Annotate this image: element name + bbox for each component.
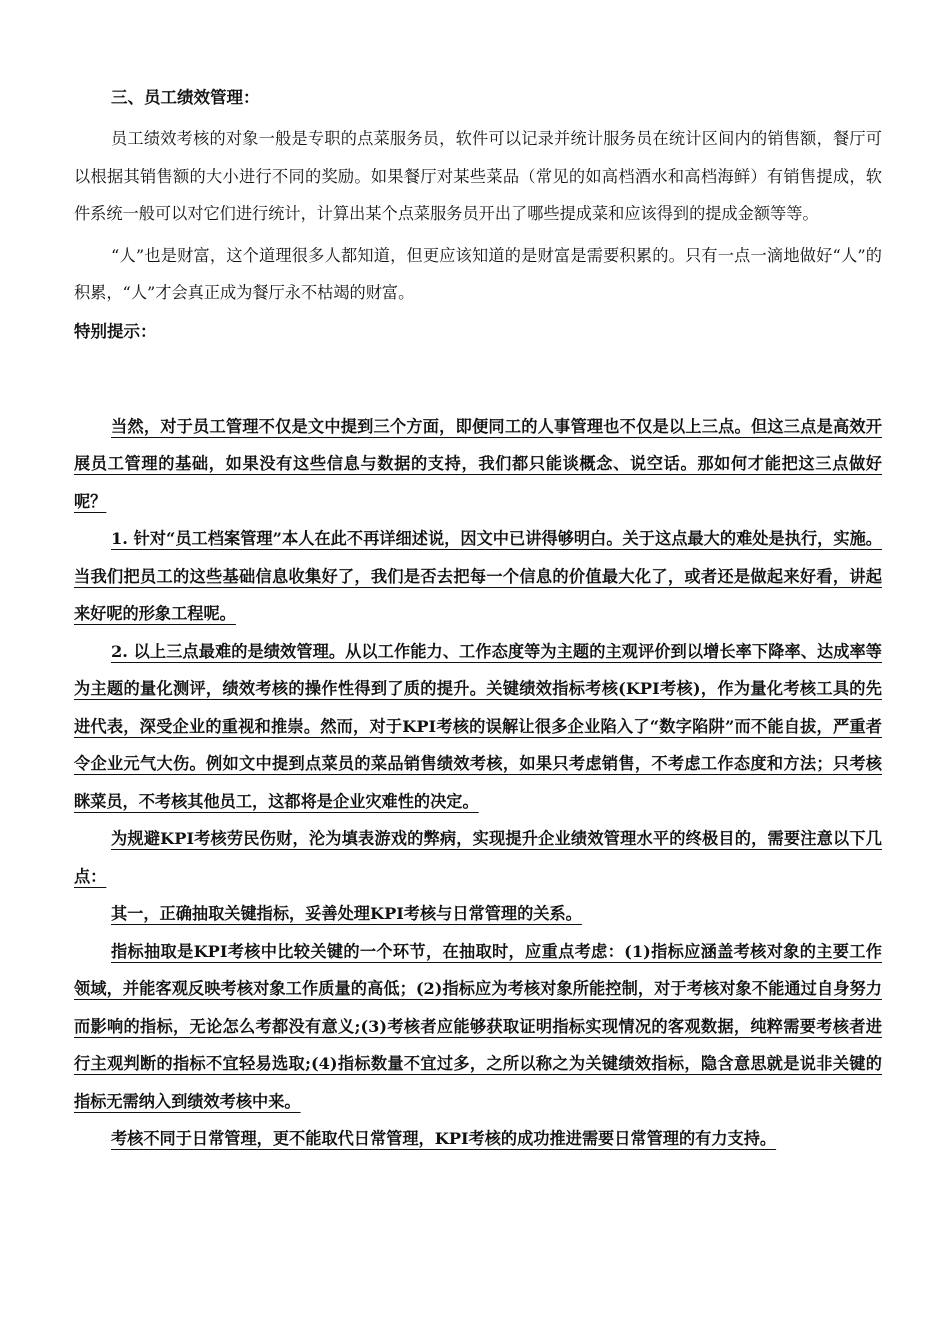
notice-label: 特别提示： bbox=[74, 321, 157, 341]
notice-paragraph-3 bbox=[74, 633, 882, 821]
body-paragraph-1: 员工绩效考核的对象一般是专职的点菜服务员，软件可以记录并统计服务员在统计区间内的销售额，餐厅可以根据其销售额的大小进行不同的奖励。如果餐厅对某些菜品（常见的如高档酒水和高档海鲜）有销售提成，软件系统一般可以对它们进行统计，计算出某个点菜服务员开出了哪些提成菜和应该得到的提成金额等等。 bbox=[74, 129, 882, 223]
notice-paragraph-7 bbox=[74, 1120, 882, 1158]
notice-paragraph-1 bbox=[74, 408, 882, 521]
notice-paragraph-1-text: 当然，对于员工管理不仅是文中提到三个方面，即便同工的人事管理也不仅是以上三点。但这三点是高效开展员工管理的基础，如果没有这些信息与数据的支持，我们都只能谈概念、说空话。那如何才能把这三点做好呢？ bbox=[74, 416, 882, 511]
notice-paragraph-4-text: 为规避KPI考核劳民伤财，沦为填表游戏的弊病，实现提升企业绩效管理水平的终极目的，需要注意以下几点： bbox=[74, 829, 882, 886]
section-title: 三、员工绩效管理： bbox=[111, 88, 260, 107]
notice-paragraph-7-text: 考核不同于日常管理，更不能取代日常管理，KPI考核的成功推进需要日常管理的有力支持。 bbox=[111, 1129, 777, 1148]
body-paragraph-2: “人”也是财富，这个道理很多人都知道，但更应该知道的是财富是需要积累的。只有一点一滴地做好“人”的积累，“人”才会真正成为餐厅永不枯竭的财富。 bbox=[74, 245, 882, 302]
notice-paragraph-6-text: 指标抽取是KPI考核中比较关键的一个环节，在抽取时，应重点考虑：(1)指标应涵盖考核对象的主要工作领域，并能客观反映考核对象工作质量的高低；(2)指标应为考核对象所能控制，对于考核对象不能通过自身努力而影响的指标，无论怎么考都没有意义;(3)考核者应能够获取证明指标实现情况的客观数据，纯粹需要考核者进行主观判断的指标不宜轻易选取;(4)指标数量不宜过多，之所以称之为关键绩效指标，隐含意思就是说非关键的指标无需纳入到绩效考核中来。 bbox=[74, 941, 882, 1111]
notice-paragraph-5 bbox=[74, 895, 882, 933]
blank-spacer bbox=[74, 346, 882, 408]
notice-paragraph-4 bbox=[74, 820, 882, 895]
document-body bbox=[74, 84, 882, 1158]
notice-paragraph-2 bbox=[74, 520, 882, 633]
notice-paragraph-6 bbox=[74, 933, 882, 1121]
notice-paragraph-2-text: 1. 针对“员工档案管理”本人在此不再详细述说，因文中已讲得够明白。关于这点最大的难处是执行，实施。当我们把员工的这些基础信息收集好了，我们是否去把每一个信息的价值最大化了，或者还是做起来好看，讲起来好呢的形象工程呢。 bbox=[74, 529, 882, 623]
notice-paragraph-3-text: 2. 以上三点最难的是绩效管理。从以工作能力、工作态度等为主题的主观评价到以增长率下降率、达成率等为主题的量化测评，绩效考核的操作性得到了质的提升。关键绩效指标考核(KPI考核)，作为量化考核工具的先进代表，深受企业的重视和推崇。然而，对于KPI考核的误解让很多企业陷入了“数字陷阱”而不能自拔，严重者令企业元气大伤。例如文中提到点菜员的菜品销售绩效考核，如果只考虑销售，不考虑工作态度和方法；只考核眯菜员，不考核其他员工，这都将是企业灾难性的决定。 bbox=[74, 641, 882, 811]
notice-paragraph-5-text: 其一，正确抽取关键指标，妥善处理KPI考核与日常管理的关系。 bbox=[111, 904, 582, 923]
